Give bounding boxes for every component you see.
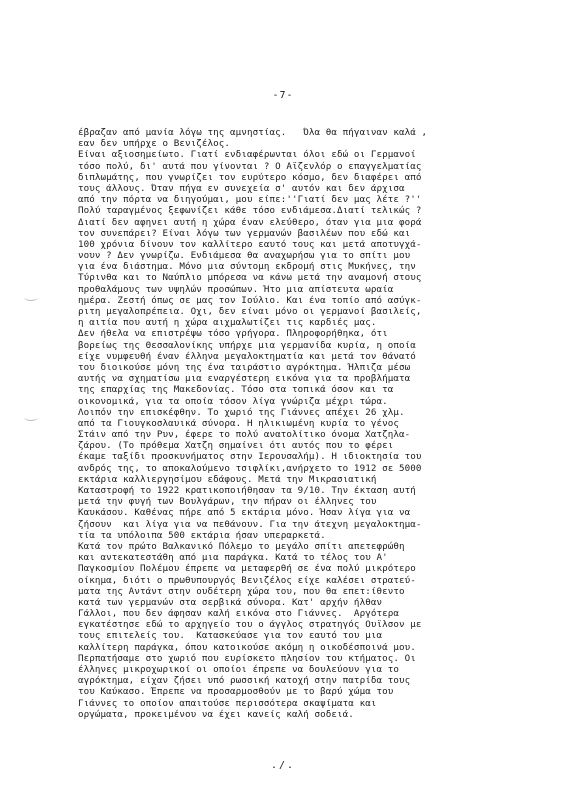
text-line: τόσο πολύ, δι' αυτά που γίνονται ? Ο Αϊζενλόρ ο επαγγελματίας (78, 160, 422, 172)
text-line: Λοιπόν την επισκέφθην. Το χωριό της Γιάννες απέχει 26 χλμ. (78, 406, 405, 418)
text-line: Περπατήσαμε στο χωριό που ευρίσκετο πλησίον του κτήματος. Οι (78, 652, 416, 664)
text-line: ματα της Αντάντ στην ουδέτερη χώρα του, που θα επετ:ίθεντο (78, 585, 405, 597)
text-line: 100 χρόνια δίνουν τον καλλίτερο εαυτό τους και μετά αποτυγχά- (78, 238, 422, 250)
text-line: της επαρχίας της Μακεδονίας. Τόσο στα τοπικά όσον και τα (78, 384, 394, 396)
text-line: αυτής να σχηματίσω μια εναργέστερη εικόνα για τα προβλήματα (78, 373, 411, 385)
text-line: ζήσουν και λίγα για να πεθάνουν. Για την άτεχνη μεγαλοκτημα- (78, 518, 422, 530)
text-line: Στάιν από την Ρυν, έφερε το πολύ ανατολίτικο όνομα Χατζηλα- (78, 429, 411, 441)
text-line: Κατά τον πρώτο Βαλκανικό Πόλεμο το μεγάλο σπίτι απετεφρώθη (78, 540, 405, 552)
text-line: μετά την φυγή των Βουλγάρων, την πήραν οι έλληνες του (78, 496, 377, 508)
text-line: εαν δεν υπήρχε ο Βενιζέλος. (78, 138, 231, 150)
text-line: του διοικούσε μόνη της ένα ταιράστιο αγρόκτημα. Ήλπιζα μέσω (78, 361, 411, 373)
text-line: Γάλλοι, που δεν άφησαν καλή εικόνα στο Γιάννες. Αργότερα (78, 608, 399, 620)
margin-mark-2 (24, 414, 38, 421)
footer-mark: ./. (270, 760, 296, 771)
text-line: Καυκάσου. Καθένας πήρε από 5 εκτάρια μόνο. Ήσαν λίγα για να (78, 507, 411, 519)
text-line: ζάρου. (Το πρόθεμα Χατζη σημαίνει ότι αυτός που το φέρει (78, 440, 394, 452)
text-line: Παγκοσμίου Πολέμου έπρεπε να μεταφερθή σε ένα πολύ μικρότερο (78, 563, 416, 575)
text-line: εγκατέστησε εδώ το αρχηγείο του ο άγγλος στρατηγός Ουϊλσον με (78, 619, 422, 631)
text-line: τον συνεπάρει? Είναι λόγω των γερμανών βασιλέων που εδώ και (78, 227, 411, 239)
text-line: βορείως της Θεσσαλονίκης υπήρχε μια γερμανίδα κυρία, η οποία (78, 339, 416, 351)
text-line: διπλωμάτης, που γνωρίζει τον ευρύτερο κόσμο, δεν διαφέρει από (78, 171, 422, 183)
text-line: έλληνες μικροχωρικοί οι οποίοι έπρεπε να δουλεύουν για το (78, 664, 399, 675)
text-line: από την πόρτα να διηγούμαι, μου είπε:''Γιατί δεν μας λέτε ?'' (78, 194, 422, 206)
text-line: τους άλλους. Όταν πήγα εν συνεχεία σ' αυτόν και δεν άρχισα (78, 182, 405, 194)
text-line: και αντεκατεστάθη από μια παράγκα. Κατά το τέλος του Α' (78, 552, 388, 564)
text-line: για ένα διάστημα. Μόνο μια σύντομη εκδρομή στις Μυκήνες, την (78, 261, 416, 273)
text-line: Γιάννες το οποίον απαιτούσε περισσότερα σκαψίματα και (78, 697, 377, 709)
text-line: έβραζαν από μανία λόγω της αμνηστίας. Όλα θα πήγαιναν καλά , (78, 127, 428, 138)
text-line: τία τα υπόλοιπα 500 εκτάρια ήσαν υπεραρκετά. (78, 529, 326, 541)
text-line: ανδρός της, το αποκαλούμενο τσιφλίκι,ανήρχετο το 1912 σε 5000 (78, 462, 422, 474)
text-line: Καταστροφή το 1922 κρατικοποιήθησαν τα 9/10. Την έκταση αυτή (78, 485, 416, 496)
text-line: η αιτία που αυτή η χώρα αιχμαλωτίζει τις καρδιές μας. (78, 317, 377, 329)
text-line: έκαμε ταξίδι προσκυνήματος στην Ιερουσαλήμ). Η ιδιοκτησία του (78, 451, 422, 463)
text-line: οικονομικά, για τα οποία τόσον λίγα γνώριζα μέχρι τώρα. (78, 395, 388, 407)
text-line: προθαλάμους των υψηλών προσώπων. Ήτο μια απίστευτα ωραία (78, 283, 394, 295)
text-line: καλλίτερη παράγκα, όπου κατοικούσε ακόμη η οικοδέσποινά μου. (78, 641, 416, 653)
text-line: αγρόκτημα, είχαν ζήσει υπό ρωσσική κατοχή στην πατρίδα τους (78, 675, 411, 687)
text-line: ριτη μεγαλοπρέπεια. Οχι, δεν είναι μόνο οι γερμανοί βασιλείς, (78, 306, 422, 317)
text-line: εκτάρια καλλιεργησίμου εδάφους. Μετά την Μικρασιατική (78, 473, 377, 485)
text-line: είχε νυμφευθή έναν έλληνα μεγαλοκτηματία και μετά τον θάνατό (78, 350, 416, 362)
text-line: Δεν ήθελα να επιστρέψω τόσο γρήγορα. Πληροφορήθηκα, ότι (78, 328, 388, 340)
text-line: Τύρινθα και το Ναύπλιο μπόρεσα να κάνω μετά την αναμονή στους (78, 272, 422, 284)
margin-mark-1 (24, 294, 38, 301)
page-number: -7- (272, 90, 294, 101)
text-line: τους επιτελείς του. Κατασκεύασε για τον εαυτό του μια (78, 630, 383, 642)
text-line: κατά των γερμανών στα σερβικά σύνορα. Κατ' αρχήν ήλθαν (78, 596, 383, 608)
text-line: οργώματα, προκειμένου να έχει κανείς καλή σοδειά. (78, 708, 354, 720)
text-line: Διατί δεν αφηνει αυτή η χώρα έναν ελεύθερο, όταν για μια φορά (78, 216, 422, 228)
body-text (78, 127, 548, 720)
text-line: Είναι αξιοσημείωτο. Γιατί ενδιαφέρωνται όλοι εδώ οι Γερμανοί (78, 149, 416, 161)
text-line: οίκημα, διότι ο πρωθυπουργός Βενιζέλος είχε καλέσει στρατεύ- (78, 574, 416, 586)
text-line: από τα Γιουγκοσλαυικά σύνορα. Η ηλικιωμένη κυρία το γένος (78, 417, 399, 429)
text-line: ημέρα. Ζεστή όπως σε μας τον Ιούλιο. Και ένα τοπίο από ασύγκ- (78, 294, 422, 306)
text-line: νουν ? Δεν γνωρίζω. Ενδιάμεσα θα αναχωρήσω για το σπίτι μου (78, 250, 411, 262)
text-line: του Καύκασο. Έπρεπε να προσαρμοσθούν με το βαρύ χώμα του (78, 686, 394, 698)
text-line: Πολύ ταραγμένος ξεφωνίζει κάθε τόσο ενδιάμεσα.Διατί τελικώς ? (78, 205, 422, 217)
